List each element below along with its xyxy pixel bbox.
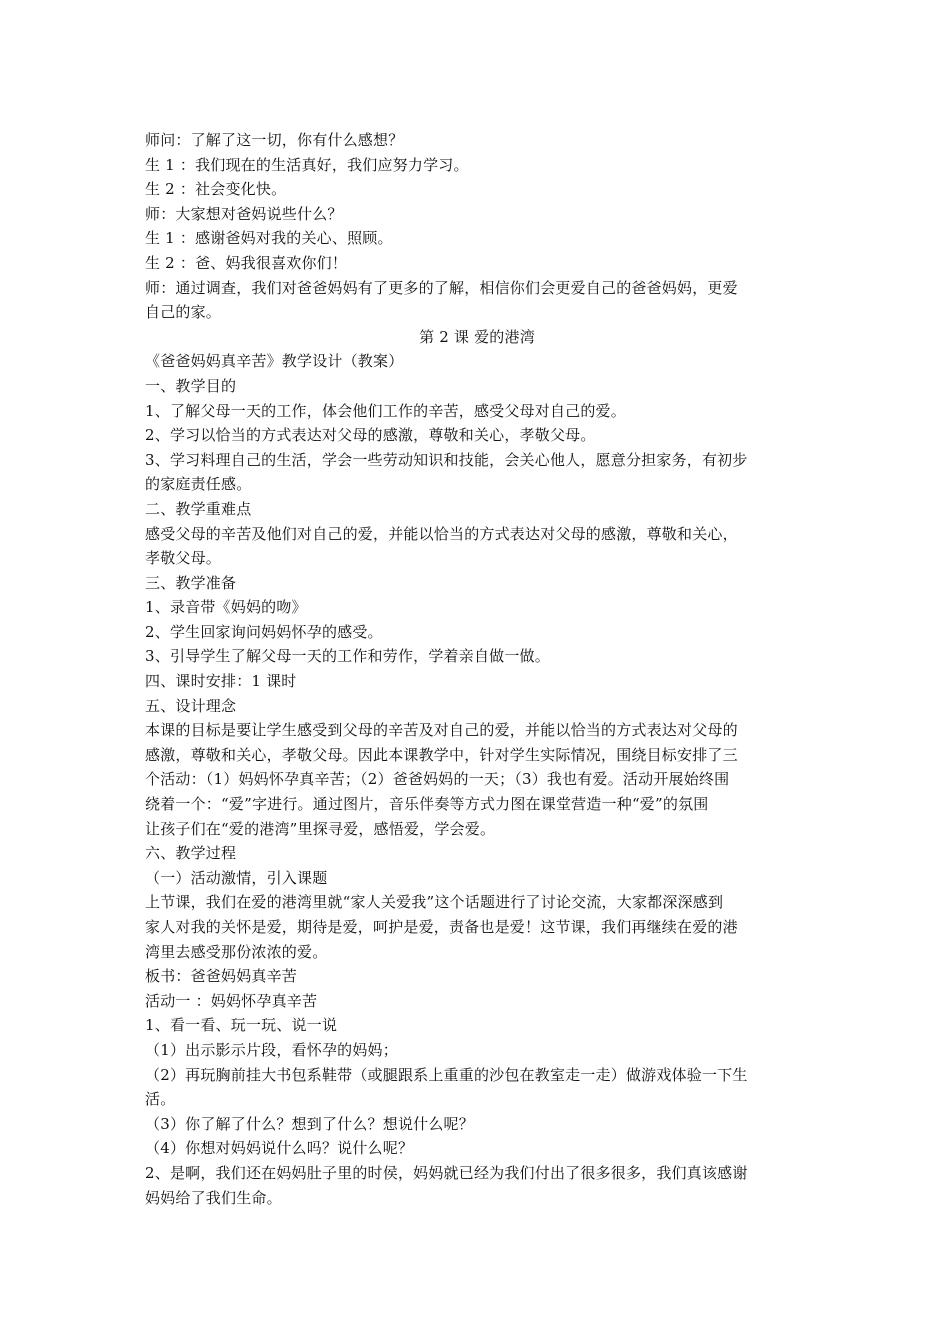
dialogue-line: 生 2 ：爸、妈我很喜欢你们！ (145, 253, 348, 272)
lesson-title: 第 2 课 爱的港湾 (419, 327, 535, 346)
section-heading: 三、教学准备 (145, 573, 237, 592)
section-heading: 五、设计理念 (145, 696, 237, 715)
list-item: （4）你想对妈妈说什么吗？说什么呢？ (145, 1139, 414, 1158)
list-item: 2、学生回家询问妈妈怀孕的感受。 (145, 622, 383, 641)
list-item: 的家庭责任感。 (145, 475, 252, 494)
dialogue-line: 生 1 ：感谢爸妈对我的关心、照顾。 (145, 229, 393, 248)
list-item: 活。 (145, 1090, 176, 1109)
dialogue-line: 师问：了解了这一切，你有什么感想？ (145, 131, 404, 149)
paragraph-line: 个活动：（1）妈妈怀孕真辛苦；（2）爸爸妈妈的一天；（3）我也有爱。活动开展始终围 (145, 770, 730, 789)
list-item: 妈妈给了我们生命。 (145, 1188, 282, 1207)
list-item: 1、看一看、玩一玩、说一说 (145, 1016, 338, 1035)
paragraph-line: 感受父母的辛苦及他们对自己的爱，并能以恰当的方式表达对父母的感激，尊敬和关心， (145, 524, 738, 543)
section-heading: 二、教学重难点 (145, 499, 252, 518)
paragraph-line: 湾里去感受那份浓浓的爱。 (145, 942, 328, 961)
subsection-heading: （一）活动激情，引入课题 (145, 868, 328, 887)
paragraph-line: 绕着一个：“爱”字进行。通过图片，音乐伴奏等方式力图在课堂营造一种“爱”的氛围 (145, 795, 709, 814)
list-item: 2、学习以恰当的方式表达对父母的感激，尊敬和关心，孝敬父母。 (145, 426, 596, 445)
list-item: 1、了解父母一天的工作，体会他们工作的辛苦，感受父母对自己的爱。 (145, 401, 626, 420)
list-item: 2、是啊，我们还在妈妈肚子里的时侯，妈妈就已经为我们付出了很多很多，我们真该感谢 (145, 1163, 748, 1182)
list-item: （2）再玩胸前挂大书包系鞋带（或腿跟系上重重的沙包在教室走一走）做游戏体验一下生 (145, 1065, 748, 1084)
paragraph-line: 家人对我的关怀是爱，期待是爱，呵护是爱，责备也是爱！这节课，我们再继续在爱的港 (145, 918, 738, 936)
list-item: （3）你了解了什么？想到了什么？想说什么呢？ (145, 1114, 474, 1133)
dialogue-line: 生 1 ：我们现在的生活真好，我们应努力学习。 (145, 155, 469, 174)
paragraph-line: 上节课，我们在爱的港湾里就“家人关爱我”这个话题进行了讨论交流，大家都深深感到 (145, 893, 724, 912)
dialogue-line: 师：大家想对爸妈说些什么？ (145, 204, 343, 223)
paragraph-line: 自己的家。 (145, 303, 222, 322)
paragraph-line: 让孩子们在“爱的港湾”里探寻爱，感悟爱，学会爱。 (145, 819, 496, 838)
section-heading: 一、教学目的 (145, 376, 237, 395)
list-item: （1）出示影示片段，看怀孕的妈妈； (145, 1040, 398, 1059)
document-page (145, 128, 809, 1210)
paragraph-line: 孝敬父母。 (145, 549, 222, 568)
paragraph-line: 师：通过调查，我们对爸爸妈妈有了更多的了解，相信你们会更爱自己的爸爸妈妈，更爱 (145, 278, 738, 297)
document-subtitle: 《爸爸妈妈真辛苦》教学设计（教案） (145, 352, 404, 371)
section-heading: 四、课时安排：1 课时 (145, 672, 297, 691)
activity-heading: 活动一 ：妈妈怀孕真辛苦 (145, 991, 318, 1010)
dialogue-line: 生 2 ：社会变化快。 (145, 180, 287, 199)
paragraph-line: 感激，尊敬和关心，孝敬父母。因此本课教学中，针对学生实际情况，围绕目标安排了三 (145, 745, 738, 764)
list-item: 3、学习料理自己的生活，学会一些劳动知识和技能，会关心他人，愿意分担家务，有初步 (145, 450, 748, 469)
list-item: 1、录音带《妈妈的吻》 (145, 598, 307, 617)
section-heading: 六、教学过程 (145, 844, 237, 863)
blackboard-note: 板书：爸爸妈妈真辛苦 (145, 967, 298, 986)
list-item: 3、引导学生了解父母一天的工作和劳作，学着亲自做一做。 (145, 647, 550, 666)
paragraph-line: 本课的目标是要让学生感受到父母的辛苦及对自己的爱，并能以恰当的方式表达对父母的 (145, 721, 738, 740)
